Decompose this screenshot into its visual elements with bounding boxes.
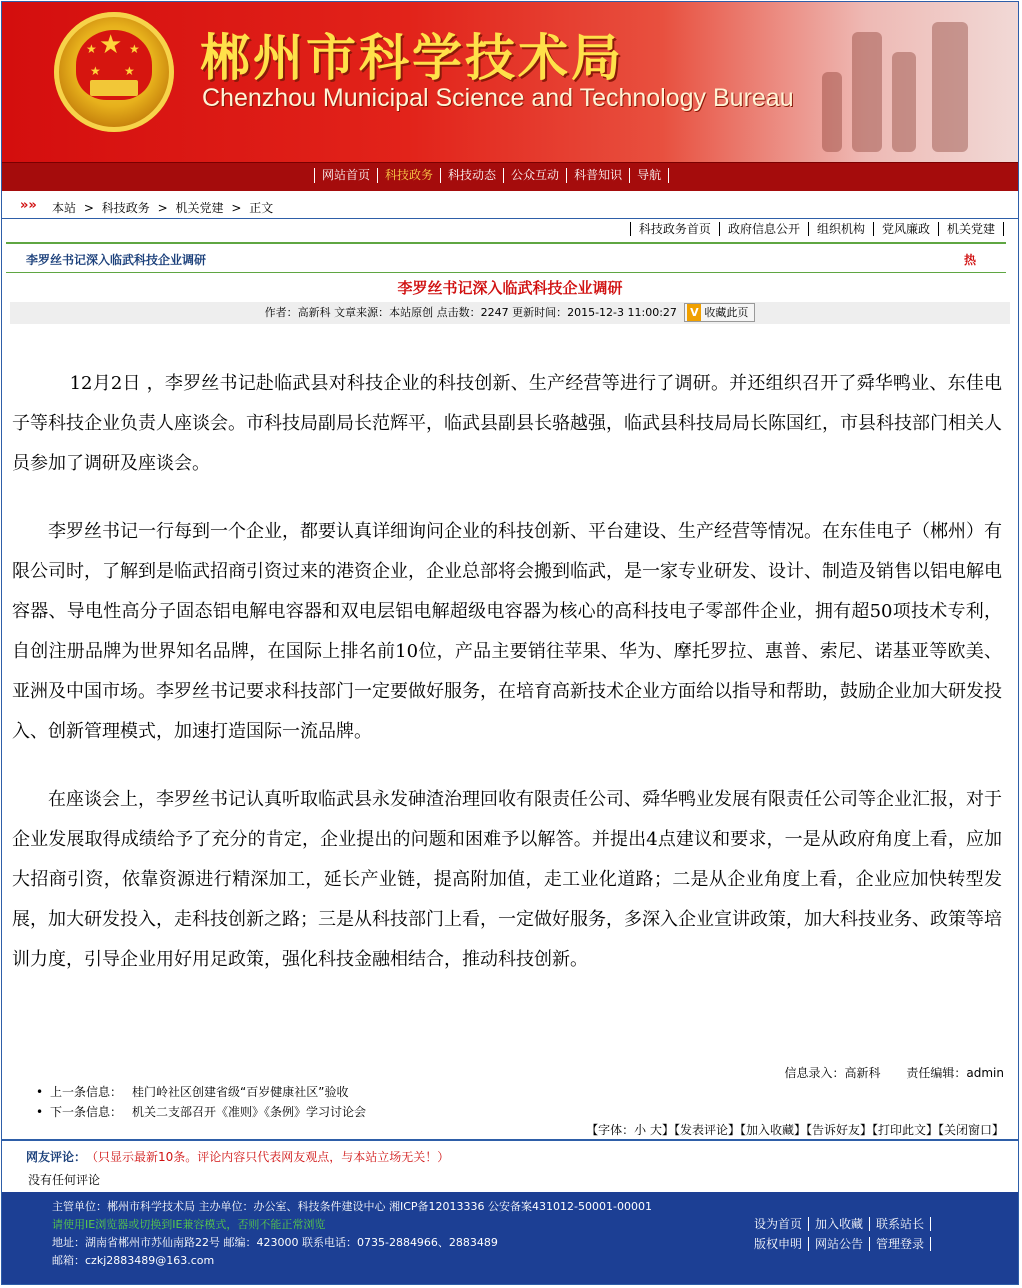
breadcrumb-current: 正文 [249,201,274,215]
set-homepage-link[interactable]: 设为首页 [754,1217,803,1231]
subnav-organization[interactable]: 组织机构 [808,222,873,236]
title-bar-text: 李罗丝书记深入临武科技企业调研 [26,253,207,267]
comments-header [26,1148,449,1165]
next-article-link[interactable]: 机关二支部召开《准则》《条例》学习讨论会 [132,1105,367,1119]
breadcrumb-party[interactable]: 机关党建 [175,201,224,215]
site-footer [2,1192,1018,1285]
site-title-english: Chenzhou Municipal Science and Technology Bureau [202,84,794,112]
breadcrumb: »» 本站 > 科技政务 > 机关党建 > 正文 [2,194,1018,219]
add-favorite-link[interactable]: 加入收藏 [808,1217,869,1231]
subnav-party-building[interactable]: 机关党建 [938,222,1004,236]
editor-info [763,1064,1004,1081]
comments-note: （只显示最新10条。评论内容只代表网友观点，与本站立场无关！） [92,1150,450,1164]
footer-sponsor: 主管单位：郴州市科学技术局 主办单位：办公室、科技条件建设中心 湘ICP备12013336 公安备案431012-50001-00001 [52,1200,652,1213]
nav-home[interactable]: 网站首页 [314,168,377,183]
entry-by: 信息录入：高新科 [784,1066,881,1080]
contact-admin-link[interactable]: 联系站长 [869,1217,930,1231]
article-paragraph: 12月2日 ，李罗丝书记赴临武县对科技企业的科技创新、生产经营等进行了调研。并还组织召开了舜华鸭业、东佳电子等科技企业负责人座谈会。市科技局副局长范辉平，临武县副县长骆越强，临武县科技局局长陈国红，市县科技部门相关人员参加了调研及座谈会。 [12,373,1002,474]
nav-popular-science[interactable]: 科普知识 [566,168,629,183]
double-arrow-icon: »» [20,198,37,213]
header-banner [2,2,1018,162]
breadcrumb-sci-affairs[interactable]: 科技政务 [101,201,150,215]
footer-email: 邮箱：czkj2883489@163.com [52,1254,215,1267]
bookmark-button[interactable]: V 收藏此页 [684,303,755,322]
main-navigation [2,162,1018,191]
nav-guide[interactable]: 导航 [629,168,669,183]
sculpture-decoration [782,12,1002,162]
sub-navigation [630,222,1004,236]
comments-heading: 网友评论： [26,1150,87,1164]
footer-address: 地址：湖南省郴州市苏仙南路22号 邮编：423000 联系电话：0735-2884966、2883489 [52,1236,498,1249]
announcement-link[interactable]: 网站公告 [808,1237,869,1251]
prev-next-links [36,1082,366,1122]
responsible-editor: 责任编辑：admin [906,1066,1004,1080]
article-title: 李罗丝书记深入临武科技企业调研 [397,279,623,297]
footer-links [748,1214,931,1254]
prev-article: • 上一条信息： 桂门岭社区创建省级“百岁健康社区”验收 [36,1082,366,1102]
article-body [12,364,1002,1008]
divider [2,1139,1018,1141]
article-tools[interactable]: 【字体：小 大】【发表评论】【加入收藏】【告诉好友】【打印此文】【关闭窗口】 [586,1123,1004,1137]
nav-sci-affairs[interactable]: 科技政务 [377,168,440,183]
article-title-bar [6,242,1006,273]
subnav-integrity[interactable]: 党风廉政 [873,222,938,236]
article-paragraph: 在座谈会上，李罗丝书记认真听取临武县永发砷渣治理回收有限责任公司、舜华鸭业发展有限责任公司等企业汇报，对于企业发展取得成绩给予了充分的肯定，企业提出的问题和困难予以解答。并提出4点建议和要求，一是从政府角度上看，应加大招商引资，依靠资源进行精深加工，延长产业链，提高附加值，走工业化道路；二是从企业角度上看，企业应加快转型发展，加大研发投入，走科技创新之路；三是从科技部门上看，一定做好服务，多深入企业宣讲政策，加大科技业务、政策等培训力度，引导企业用好用足政策，强化科技金融相结合，推动科技创新。 [12,789,1002,970]
subnav-affairs-home[interactable]: 科技政务首页 [630,222,719,236]
nav-sci-news[interactable]: 科技动态 [440,168,503,183]
national-emblem-icon: ★ ★ ★ ★ ★ [54,12,174,132]
hot-badge: 热 [963,253,976,267]
subnav-gov-info[interactable]: 政府信息公开 [719,222,808,236]
nav-public-interaction[interactable]: 公众互动 [503,168,566,183]
check-icon: V [687,304,701,321]
prev-article-link[interactable]: 桂门岭社区创建省级“百岁健康社区”验收 [132,1085,349,1099]
admin-login-link[interactable]: 管理登录 [869,1237,930,1251]
page-frame [1,1,1019,1285]
breadcrumb-site[interactable]: 本站 [52,201,77,215]
footer-browser-notice: 请使用IE浏览器或切换到IE兼容模式，否则不能正常浏览 [52,1218,326,1231]
copyright-link[interactable]: 版权申明 [754,1237,803,1251]
site-title: 郴州市科学技术局 [200,29,624,87]
comments-empty: 没有任何评论 [28,1173,101,1187]
article-meta [10,302,1010,324]
next-article: • 下一条信息： 机关二支部召开《准则》《条例》学习讨论会 [36,1102,366,1122]
article-meta-text: 作者：高新科 文章来源：本站原创 点击数：2247 更新时间：2015-12-3 11:00:27 [264,306,677,319]
article-paragraph: 李罗丝书记一行每到一个企业，都要认真详细询问企业的科技创新、平台建设、生产经营等情况。在东佳电子（郴州）有限公司时，了解到是临武招商引资过来的港资企业，企业总部将会搬到临武，是一家专业研发、设计、制造及销售以铝电解电容器、导电性高分子固态铝电解电容器和双电层铝电解超级电容器为核心的高科技电子零部件企业，拥有超50项技术专利，自创注册品牌为世界知名品牌，在国际上排名前10位，产品主要销往苹果、华为、摩托罗拉、惠普、索尼、诺基亚等欧美、亚洲及中国市场。李罗丝书记要求科技部门一定要做好服务，在培育高新技术企业方面给以指导和帮助，鼓励企业加大研发投入、创新管理模式，加速打造国际一流品牌。 [12,521,1002,742]
